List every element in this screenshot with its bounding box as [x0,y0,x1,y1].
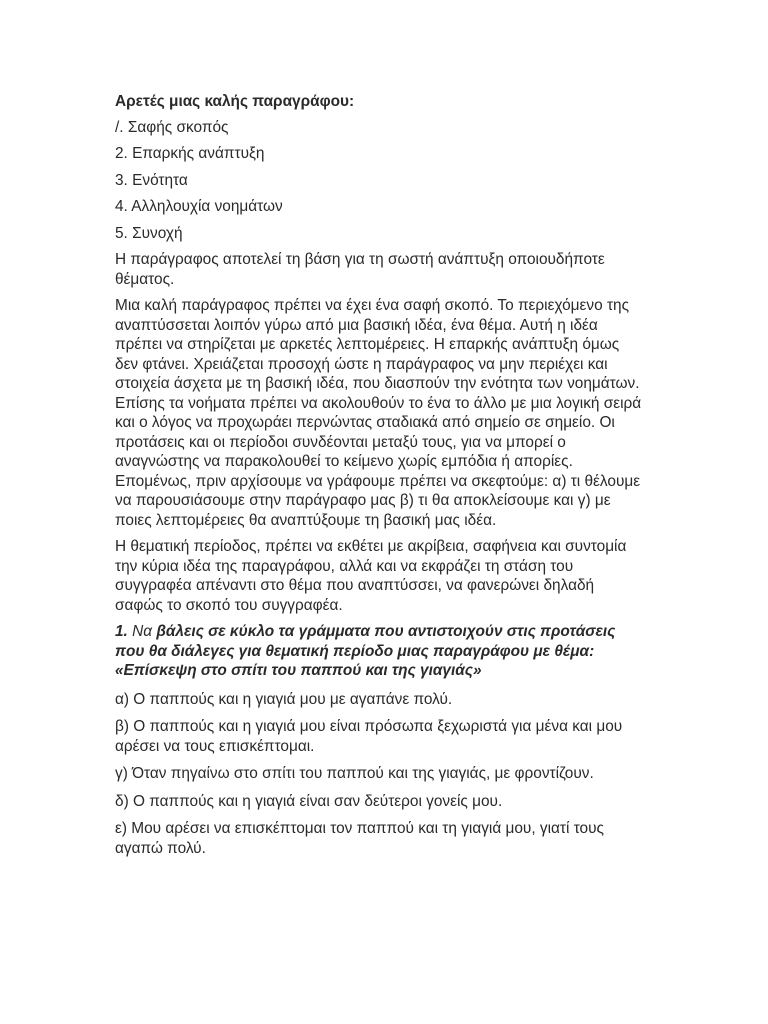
document-heading: Αρετές μιας καλής παραγράφου: [115,93,355,110]
option-delta: δ) Ο παππούς και η γιαγιά είναι σαν δεύτεροι γονείς μου. [115,792,503,810]
exercise-prompt [115,622,645,681]
virtue-item-2: 2. Επαρκής ανάπτυξη [115,145,265,162]
option-gamma: γ) Όταν πηγαίνω στο σπίτι του παππού και της γιαγιάς, με φροντίζουν. [115,765,594,782]
body-paragraph: Μια καλή παράγραφος πρέπει να έχει ένα σαφή σκοπό. Το περιεχόμενο της αναπτύσσεται λοιπόν γύρω από μια βασική ιδέα, ένα θέμα. Αυτή η ιδέα πρέπει να στηρίζεται με αρκετές λεπτομέρειες. Η επαρκής ανάπτυξη όμως δεν φτάνει. Χρειάζεται προσοχή ώστε η παράγραφος να μην περιέχει και στοιχεία άσχετα με τη βασική ιδέα, που διασπούν την ενότητα των νοημάτων. Επίσης τα νοήματα πρέπει να ακολουθούν το ένα το άλλο με μια λογική σειρά και ο λόγος να προχωράει περνώντας σταδιακά από σημείο σε σημείο. Οι προτάσεις και οι περίοδοι συνδέονται μεταξύ τους, για να μπορεί ο αναγνώστης να παρακολουθεί το κείμενο χωρίς εμπόδια ή απορίες. Επομένως, πριν αρχίσουμε να γράφουμε πρέπει να σκεφτούμε: α) τι θέλουμε να παρουσιάσουμε στην παράγραφο μας β) τι θα αποκλείσουμε και γ) με ποιες λεπτομέρειες θα αναπτύξουμε τη βασική μας ιδέα. [115,297,642,529]
option-beta: β) Ο παππούς και η γιαγιά μου είναι πρόσωπα ξεχωριστά για μένα και μου αρέσει να τους επισκέπτομαι. [115,718,623,755]
option-epsilon: ε) Μου αρέσει να επισκέπτομαι τον παππού και τη γιαγιά μου, γιατί τους αγαπώ πολύ. [115,820,604,857]
virtue-item-4: 4. Αλληλουχία νοημάτων [115,198,283,215]
virtue-item-3: 3. Ενότητα [115,171,188,189]
exercise-prefix: Να [132,623,153,640]
virtue-item-5: 5. Συνοχή [115,224,183,242]
intro-paragraph: Η παράγραφος αποτελεί τη βάση για τη σωστή ανάπτυξη οποιουδήποτε θέματος. [115,251,605,288]
exercise-instruction: βάλεις σε κύκλο τα γράμματα που αντιστοιχούν στις προτάσεις που θα διάλεγες για θεματική περίοδο μιας παραγράφου με θέμα: «Επίσκεψη στο σπίτι του παππού και της γιαγιάς» [115,623,616,679]
document-page [115,92,645,866]
topic-sentence-paragraph: Η θεματική περίοδος, πρέπει να εκθέτει με ακρίβεια, σαφήνεια και συντομία την κύρια ιδέα της παραγράφου, αλλά και να εκφράζει τη στάση του συγγραφέα απέναντι στο θέμα που αναπτύσσει, να φανερώνει δηλαδή σαφώς το σκοπό του συγγραφέα. [115,538,627,614]
option-alpha: α) Ο παππούς και η γιαγιά μου με αγαπάνε πολύ. [115,690,453,708]
exercise-number: 1. [115,623,128,640]
virtue-item-1: /. Σαφής σκοπός [115,118,229,136]
